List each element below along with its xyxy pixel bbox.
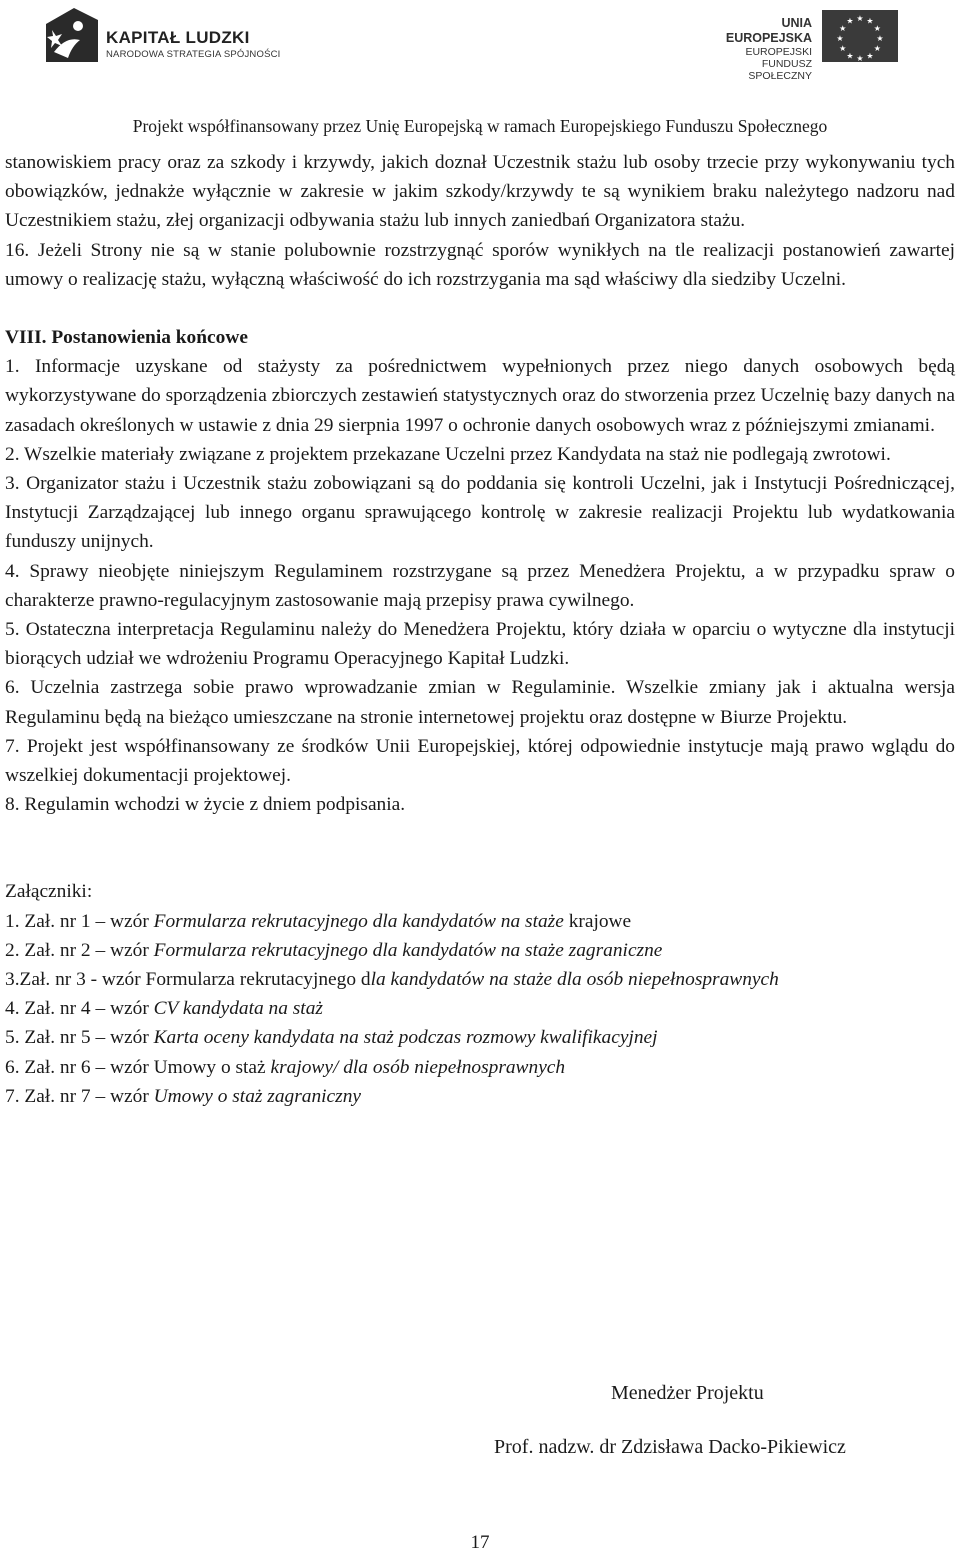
- svg-text:★: ★: [839, 24, 847, 33]
- attachment-suffix: krajowe: [563, 910, 632, 932]
- svg-text:★: ★: [846, 16, 854, 26]
- attachment-title: Formularza rekrutacyjnego dla kandydatów na staże zagraniczne: [153, 939, 663, 961]
- svg-text:★: ★: [839, 44, 847, 53]
- attachment-item: [5, 936, 955, 965]
- final-item: 7. Projekt jest współfinansowany ze środków Unii Europejskiej, której odpowiednie instytucje mają prawo wglądu do wszelkiej dokumentacji projektowej.: [5, 735, 955, 787]
- svg-text:★: ★: [856, 14, 864, 23]
- final-item: 5. Ostateczna interpretacja Regulaminu należy do Menedżera Projektu, który działa w oparciu o wytyczne dla instytucji biorących udział we wdrożeniu Programu Operacyjnego Kapitał Ludzki.: [5, 619, 955, 670]
- document-body: [5, 148, 955, 1111]
- attachment-prefix: 6. Zał. nr 6 – wzór Umowy o staż: [5, 1056, 271, 1078]
- attachment-title: krajowy/ dla osób niepełnosprawnych: [270, 1056, 566, 1078]
- attachment-item: [5, 994, 955, 1023]
- eu-flag-icon: [822, 10, 898, 62]
- signature-role: Menedżer Projektu: [611, 1382, 764, 1404]
- eu-logo-text: [708, 16, 812, 82]
- attachments-title: Załączniki:: [5, 881, 93, 903]
- logo-subtitle: NARODOWA STRATEGIA SPÓJNOŚCI: [106, 49, 281, 60]
- eu-logo-line2: EUROPEJSKI: [745, 46, 812, 58]
- logo-title: KAPITAŁ LUDZKI: [106, 28, 250, 47]
- kapital-ludzki-emblem-icon: [44, 6, 100, 64]
- svg-text:★: ★: [856, 54, 864, 62]
- attachment-title: CV kandydata na staż: [153, 998, 323, 1020]
- svg-text:★: ★: [876, 34, 884, 43]
- attachment-prefix: 5. Zał. nr 5 – wzór: [5, 1027, 154, 1049]
- svg-text:★: ★: [836, 34, 844, 43]
- eu-logo-line1: UNIA EUROPEJSKA: [725, 16, 812, 45]
- attachment-title: Formularza rekrutacyjnego dla kandydatów na staże: [153, 910, 564, 932]
- svg-text:★: ★: [846, 51, 854, 61]
- svg-text:★: ★: [866, 51, 874, 61]
- final-item: 2. Wszelkie materiały związane z projektem przekazane Uczelni przez Kandydata na staż nie podlegają zwrotowi.: [5, 443, 891, 465]
- page-number: 17: [470, 1532, 490, 1553]
- attachment-item: [5, 965, 955, 994]
- eu-logo: [708, 10, 908, 82]
- eu-logo-line3: FUNDUSZ SPOŁECZNY: [748, 58, 812, 82]
- final-item: 3. Organizator stażu i Uczestnik stażu zobowiązani są do poddania się kontroli Uczelni, jak i Instytucji Pośredniczącej, Instytucji Zarządzającej lub innego organu sprawującego kontrolę w zakresie realizacji Projektu lub wydatkowania funduszy unijnych.: [5, 473, 955, 553]
- final-item: 4. Sprawy nieobjęte niniejszym Regulaminem rozstrzygane są przez Menedżera Projektu, a w przypadku spraw o charakterze prawno-regulacyjnym zastosowanie mają przepisy prawa cywilnego.: [5, 560, 955, 611]
- section-heading: VIII. Postanowienia końcowe: [5, 327, 248, 349]
- attachment-item: [5, 907, 955, 936]
- final-item: 1. Informacje uzyskane od stażysty za pośrednictwem wypełnionych przez niego danych osobowych będą wykorzystywane do sporządzenia zbiorczych zestawień statystycznych oraz do stworzenia przez Uczelnię bazy danych na zasadach określonych w ustawie z dnia 29 sierpnia 1997 o ochronie danych osobowych wraz z późniejszymi zmianami.: [5, 356, 955, 436]
- svg-text:★: ★: [873, 24, 881, 33]
- svg-text:★: ★: [866, 16, 874, 26]
- signature-name: Prof. nadzw. dr Zdzisława Dacko-Pikiewicz: [494, 1436, 846, 1458]
- final-item: 6. Uczelnia zastrzega sobie prawo wprowadzanie zmian w Regulaminie. Wszelkie zmiany jak i aktualna wersja Regulaminu będą na bieżąco umieszczane na stronie internetowej projektu oraz dostępne w Biurze Projektu.: [5, 677, 955, 728]
- attachment-item: [5, 1053, 955, 1082]
- attachment-prefix: 2. Zał. nr 2 – wzór: [5, 939, 154, 961]
- attachment-item: [5, 1082, 955, 1111]
- attachment-prefix: 7. Zał. nr 7 – wzór: [5, 1085, 154, 1107]
- attachment-prefix: 4. Zał. nr 4 – wzór: [5, 998, 154, 1020]
- page-header: Projekt współfinansowany przez Unię Europejską w ramach Europejskiego Funduszu Społecznego: [132, 116, 828, 136]
- attachment-prefix: 1. Zał. nr 1 – wzór: [5, 910, 154, 932]
- svg-text:★: ★: [873, 44, 881, 53]
- attachment-title: la kandydatów na staże dla osób niepełnosprawnych: [370, 969, 779, 991]
- attachment-title: Karta oceny kandydata na staż podczas rozmowy kwalifikacyjnej: [153, 1027, 658, 1049]
- final-item: 8. Regulamin wchodzi w życie z dniem podpisania.: [5, 794, 406, 816]
- kapital-ludzki-logo: [44, 6, 284, 66]
- attachment-title: Umowy o staż zagraniczny: [153, 1085, 361, 1107]
- attachment-item: [5, 1023, 955, 1052]
- paragraph-16: 16. Jeżeli Strony nie są w stanie polubownie rozstrzygnąć sporów wynikłych na tle realizacji postanowień zawartej umowy o realizację stażu, wyłączną właściwość do ich rozstrzygania ma sąd właściwy dla siedziby Uczelni.: [5, 239, 955, 290]
- attachment-prefix: 3.Zał. nr 3 - wzór Formularza rekrutacyjnego d: [5, 969, 371, 991]
- paragraph-continuation: stanowiskiem pracy oraz za szkody i krzywdy, jakich doznał Uczestnik stażu lub osoby trzecie przy wykonywaniu tych obowiązków, jednakże wyłącznie w zakresie w jakim szkody/krzywdy te są wynikiem braku należytego nadzoru nad Uczestnikiem stażu, złej organizacji odbywania stażu lub innych zaniedbań Organizatora stażu.: [5, 152, 955, 232]
